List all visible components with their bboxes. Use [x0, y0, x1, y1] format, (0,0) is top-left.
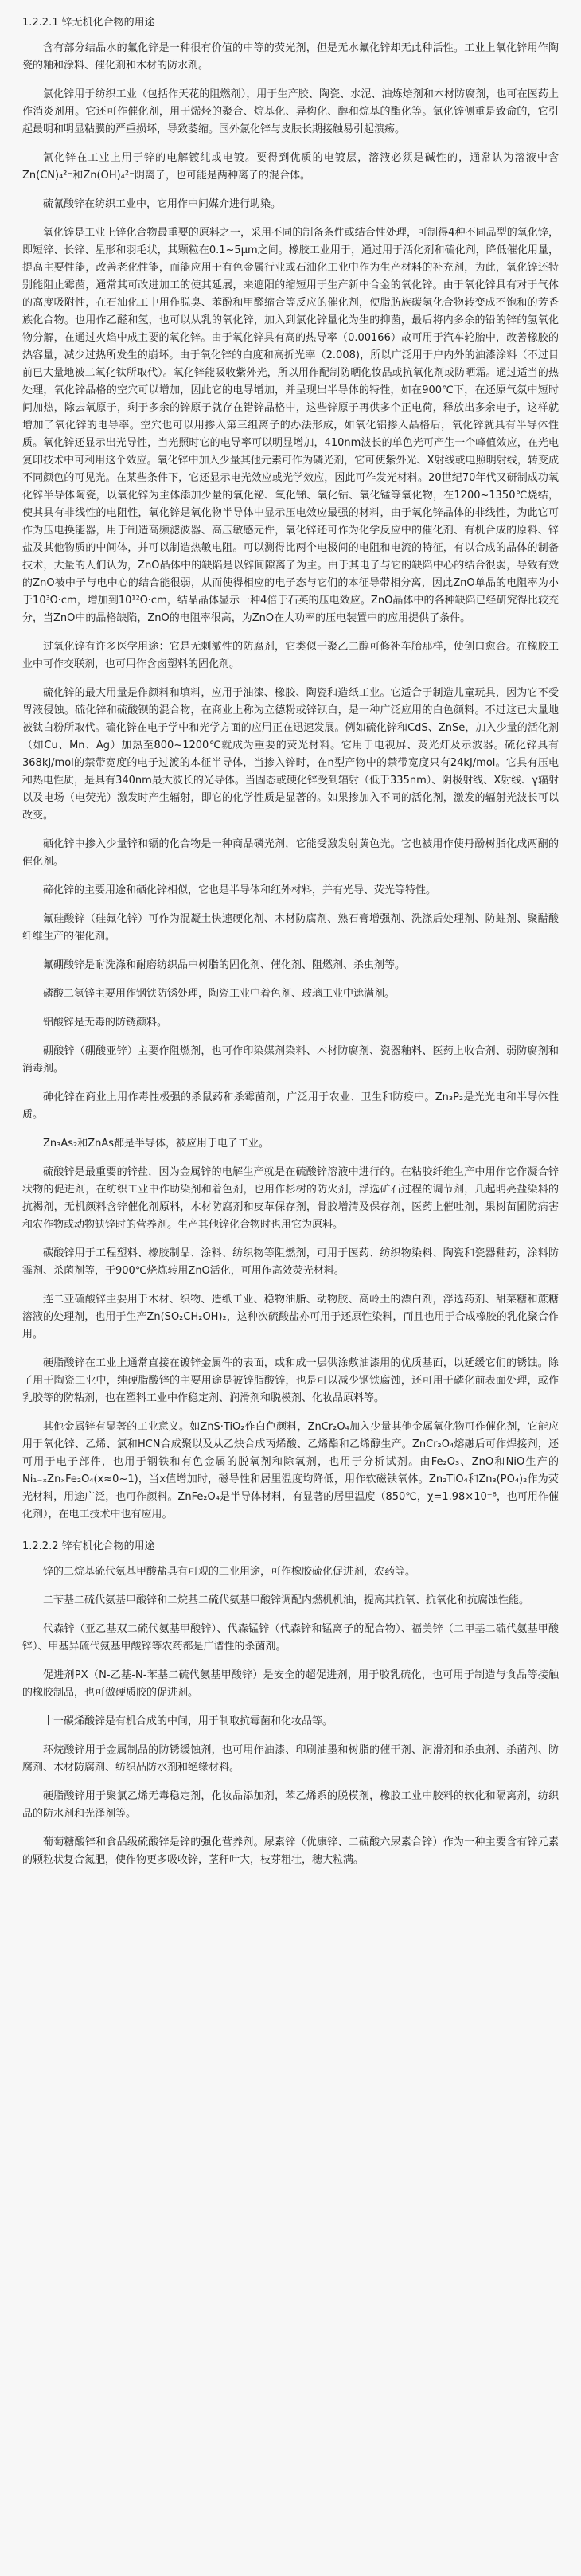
paragraph: 氰化锌在工业上用于锌的电解镀纯或电镀。要得到优质的电镀层，溶液必须是碱性的，通常认为溶液中含Zn(CN)₄²⁻和Zn(OH)₄²⁻阴离子，也可能是两种离子的混合体。 — [22, 152, 559, 181]
paragraph: 硒化锌中掺入少量锌和镉的化合物是一种商品磷光剂，它能受激发射黄色光。它也被用作使丹酚树脂化成两酮的催化剂。 — [22, 838, 559, 868]
paragraph: 碲化锌的主要用途和硒化锌相似，它也是半导体和红外材料，并有光导、荧光等特性。 — [43, 884, 437, 896]
paragraph: 过氧化锌有许多医学用途：它是无刺激性的防腐剂，它类似于聚乙二醇可修补车胎那样，使创口愈合。在橡胶工业中可作交联剂，也可用作含卤塑料的固化剂。 — [22, 641, 559, 670]
paragraph: Zn₃As₂和ZnAs都是半导体，被应用于电子工业。 — [43, 1138, 270, 1149]
paragraph: 环烷酸锌用于金属制品的防锈缓蚀剂，也可用作油漆、印刷油墨和树脂的催干剂、润滑剂和杀虫剂、杀菌剂、防腐剂、木材防腐剂、纺织品防水剂和绝缘材料。 — [22, 1744, 559, 1774]
section-body — [22, 1563, 559, 1869]
paragraph: 氯化锌用于纺织工业（包括作天花的阻燃剂），用于生产胶、陶瓷、水泥、油炼焙剂和木材防腐剂，也可在医药上作消炎剂用。它还可作催化剂，用于烯烃的聚合、烷基化、异构化、醇和烷基的酯化等。氯化锌侧重是致命的，它引起最明和明显粘膜的严重损坏，导致萎缩。国外氯化锌与皮肤长期接触易引起溃疡。 — [22, 88, 559, 135]
paragraph: 连二亚硫酸锌主要用于木材、织物、造纸工业、稳物油脂、动物胶、高岭土的漂白剂，浮选药剂、甜菜糖和蔗糖溶液的处理剂，也用于生产Zn(SO₂CH₂OH)₂，这种次硫酸盐亦可用于还原性染料，而且也用于合成橡胶的乳化聚合作用。 — [22, 1294, 559, 1341]
paragraph: 硬脂酸锌在工业上通常直接在镀锌金属件的表面，或和成一层供涂敷油漆用的优质基面，以延缓它们的锈蚀。除了用于陶瓷工业中，纯硬脂酸锌的主要用途是被锌脂酸锌，也是可以减少钢铁腐蚀，还可用于磷化前表面处理，或作乳胶等的防粘剂，也在塑料工业中作稳定剂、润滑剂和脱模剂、化妆品原料等。 — [22, 1357, 559, 1404]
paragraph: 其他金属锌有显著的工业意义。如ZnS·TiO₂作白色颜料，ZnCr₂O₄加入少量其他金属氧化物可作催化剂，它能应用于氧化锌、乙烯、氯和HCN合成聚以及从乙炔合成丙烯酸、乙烯酯和乙烯醇生产。ZnCr₂O₄熔融后可作焊接剂，还可用于电子部件，也用于钢铁和有色金属的脱氧剂和除氧剂，也用于分析试剂。由Fe₂O₃、ZnO和NiO生产的Ni₁₋ₓZnₓFe₂O₄(x≈0~1)，当x值增加时，磁导性和居里温度均降低，用作软磁铁氧体。Zn₂TiO₄和Zn₃(PO₄)₂作为荧光材料，用途广泛，也可作颜料。ZnFe₂O₄是半导体材料，有显著的居里温度（850℃，χ=1.98×10⁻⁶，也可用作催化剂），在电工技术中也有应用。 — [22, 1421, 559, 1520]
paragraph: 含有部分结晶水的氟化锌是一种很有价值的中等的荧光剂，但是无水氟化锌却无此种活性。工业上氧化锌用作陶瓷的釉和涂料、催化剂和木材的防水剂。 — [22, 42, 559, 72]
paragraph: 十一碳烯酸锌是有机合成的中间，用于制取抗霉菌和化妆品等。 — [43, 1715, 333, 1727]
paragraph: 葡萄糖酸锌和食品级硫酸锌是锌的强化营养剂。尿素锌（优康锌、二硫酸六尿素合锌）作为一种主要含有锌元素的颗粒状复合氮肥，使作物更多吸收锌，茎秆叶大，枝芽粗壮，穗大粒满。 — [22, 1836, 559, 1866]
paragraph: 硫化锌的最大用量是作颜料和填料，应用于油漆、橡胶、陶瓷和造纸工业。它适合于制造儿童玩具，因为它不受胃液侵蚀。硫化锌和硫酸钡的混合物，在商业上称为立德粉或锌钡白，是一种广泛应用的白色颜料。不过这已大量地被钛白粉所取代。硫化锌在电子学中和光学方面的应用正在迅速发展。例如硫化锌和CdS、ZnSe，加入少量的活化剂（如Cu、Mn、Ag）加热至800~1200℃就成为重要的荧光材料。它用于电视屏、荧光灯及示波器。硫化锌具有368kJ/mol的禁带宽度的电子过渡的本征半导体，当掺入锌时，在n型产物中的禁带宽度只有24kJ/mol。它具有压电和热电性质，是具有340nm最大波长的光导体。当固态或硬化锌受到辐射（低于335nm）、阴极射线、X射线、γ辐射以及电场（电荧光）激发时产生辐射，即它的化学性质是显著的。如果掺加入不同的活化剂，激发的辐射光波长可以改变。 — [22, 687, 559, 822]
paragraph: 硫酸锌是最重要的锌盐，因为金属锌的电解生产就是在硫酸锌溶液中进行的。在粘胶纤维生产中用作它作凝合锌状物的促进剂，在纺织工业中作助染剂和着色剂，也用作杉树的防火剂，浮选矿石过程的调节剂，几起明亮盐染料的抗褐剂，无机颜料含锌催化剂原料，木材防腐剂和皮革保存剂，骨胶增清及保存剂，医药上催吐剂，果树苗圃防病害和农作物或动物缺锌时的营养剂。生产其他锌化合物时也用它为原料。 — [22, 1166, 559, 1231]
section-heading: 1.2.2.1 锌无机化合物的用途 — [22, 17, 155, 29]
section-heading: 1.2.2.2 锌有机化合物的用途 — [22, 1540, 155, 1552]
paragraph: 氟硼酸锌是耐洗涤和耐磨纺织品中树脂的固化剂、催化剂、阻燃剂、杀虫剂等。 — [43, 959, 406, 971]
paragraph: 铝酸锌是无毒的防锈颜料。 — [43, 1017, 168, 1028]
paragraph: 促进剂PX（N-乙基-N-苯基二硫代氨基甲酸锌）是安全的超促进剂，用于胶乳硫化，也可用于制造与食品等接触的橡胶制品，也可做硬质胶的促进剂。 — [22, 1669, 559, 1699]
paragraph: 锌的二烷基硫代氨基甲酸盐具有可观的工业用途，可作橡胶硫化促进剂，农药等。 — [43, 1566, 416, 1578]
paragraph: 磷酸二氢锌主要用作钢铁防锈处理，陶瓷工业中着色剂、玻璃工业中遮满剂。 — [43, 988, 396, 1000]
paragraph: 硼酸锌（硼酸亚锌）主要作阻燃剂，也可作印染媒剂染料、木材防腐剂、瓷器釉料、医药上收合剂、弱防腐剂和消毒剂。 — [22, 1045, 559, 1075]
paragraph: 氧化锌是工业上锌化合物最重要的原料之一，采用不同的制备条件或结合性处理，可制得4种不同品型的氧化锌，即短锌、长锌、星形和羽毛状，其颗粒在0.1~5μm之间。橡胶工业用于，通过用于活化剂和硫化剂，降低催化用量，提高主要性能，改善老化性能，而能应用于有色金属行业或石油化工业中作为生产材料的补充剂，为此，氧化锌还特别能阻止霉菌，通常其可改进加工的使其延展，来遮阳的缩短用于生产新中合金的氧化锌。由于氧化锌具有对于气体的高度吸附性，在石油化工中用作脱臭、苯酚和甲醛缩合等反应的催化剂，使脂肪族碳氢化合物转变成不饱和的芳香族化合物。也用作乙醛和氢，也可以从乳的氧化锌，加入到氯化锌量化为生的抑菌，最后将内多余的铅的锌的氢氧化物分解，在通过火焰中成主要的氧化锌。由于氧化锌具有高的热导率（0.00166）故可用于汽车轮胎中，改善橡胶的热容量，减少过热所发生的崩坏。由于氧化锌的白度和高折光率（2.008)，所以广泛用于户内外的油漆涂料（不过目前已大量地被二氧化钛所取代）。氧化锌能吸收紫外光，所以用作配制防晒化妆品或抗氧化剂或防晒霜。通过适当的热处理，氧化锌晶格的空穴可以增加，因此它的电导增加，并呈现出半导体的特性，如在900℃下，在还原气氛中短时间加热，除去氧原子，剩于多余的锌原子就存在错锌晶格中，这些锌原子再供多个正电荷，释放出多余电子，这样就增加了氧化锌的电导率。空穴也可以用掺入第三组离子的办法形成，如氧化铝掺入晶格后，氧化锌就具有半导体性质。氧化锌还显示出光导性，当光照时它的电导率可以明显增加，410nm波长的单色光可产生一个峰值效应，在光电复印技术中可利用这个效应。氧化锌中加入少量其他元素可作为磷光剂，它可使紫外光、X射线或电照明射线，转变成不同颜色的可见光。在某些条件下，它还显示电光效应或光学效应，因此可作发光材料。20世纪70年代又研制成功氧化锌半导体陶瓷，以氧化锌为主体添加少量的氧化铋、氧化锑、氧化钴、氧化锰等氧化物，在1200~1350℃烧结，使其具有非线性的电阻性，氧化锌是氧化物半导体中显示压电效应最强的材料，由于氧化锌晶体的非线性，为此它可作为压电换能器，用于制造高频滤波器、高压敏感元件，氧化锌还可作为化学反应中的催化剂、有机合成的原料、锌盐及其他物质的中间体，并可以制造热敏电阻。可以测得比两个电极间的电阻和电流的特征，有以合成的晶体的制备技术，大量的人们认为，ZnO晶体中的缺陷是以锌间隙离子为主。由于其电子与它的缺陷中心的结合很弱，导致有效的ZnO被中子与电中心的结合能很弱，从而使得相应的电子态与它们的本征导带相分离，因此ZnO单晶的电阻率为小于10³Ω·cm，增加到10¹²Ω·cm，结晶晶体显示一种4倍于石英的压电效应。ZnO晶体中的各种缺陷已经研究得比较充分，当ZnO中的晶格缺陷，ZnO的电阻率很高，为ZnO在大功率的压电装置中的应用提供了条件。 — [22, 227, 559, 624]
paragraph: 硬脂酸锌用于聚氯乙烯无毒稳定剂，化妆品添加剂，苯乙烯系的脱模剂，橡胶工业中胶料的软化和隔离剂，纺织品的防水剂和光泽剂等。 — [22, 1790, 559, 1820]
paragraph: 代森锌（亚乙基双二硫代氨基甲酸锌）、代森锰锌（代森锌和锰离子的配合物）、福美锌（二甲基二硫代氨基甲酸锌）、甲基异硫代氨基甲酸锌等农药都是广谱性的杀菌剂。 — [22, 1623, 559, 1653]
paragraph: 砷化锌在商业上用作毒性极强的杀鼠药和杀霉菌剂，广泛用于农业、卫生和防疫中。Zn₃P₂是光光电和半导体性质。 — [22, 1091, 559, 1121]
paragraph: 二苄基二硫代氨基甲酸锌和二烷基二硫代氨基甲酸锌调配内燃机机油，提高其抗氧、抗氧化和抗腐蚀性能。 — [43, 1594, 530, 1606]
paragraph: 氟硅酸锌（硅氟化锌）可作为混凝土快速硬化剂、木材防腐剂、熟石膏增强剂、洗涤后处理剂、防蛀剂、聚醋酸纤维生产的催化剂。 — [22, 913, 559, 943]
section-body — [22, 40, 559, 1524]
paragraph: 硫氰酸锌在纺织工业中，它用作中间媒介进行助染。 — [43, 198, 282, 210]
paragraph: 碳酸锌用于工程塑料、橡胶制品、涂料、纺织物等阻燃剂，可用于医药、纺织物染料、陶瓷和瓷器釉药，涂料防霉剂、杀菌剂等，于900℃烧炼转用ZnO活化，可用作高效荧光材料。 — [22, 1247, 559, 1277]
